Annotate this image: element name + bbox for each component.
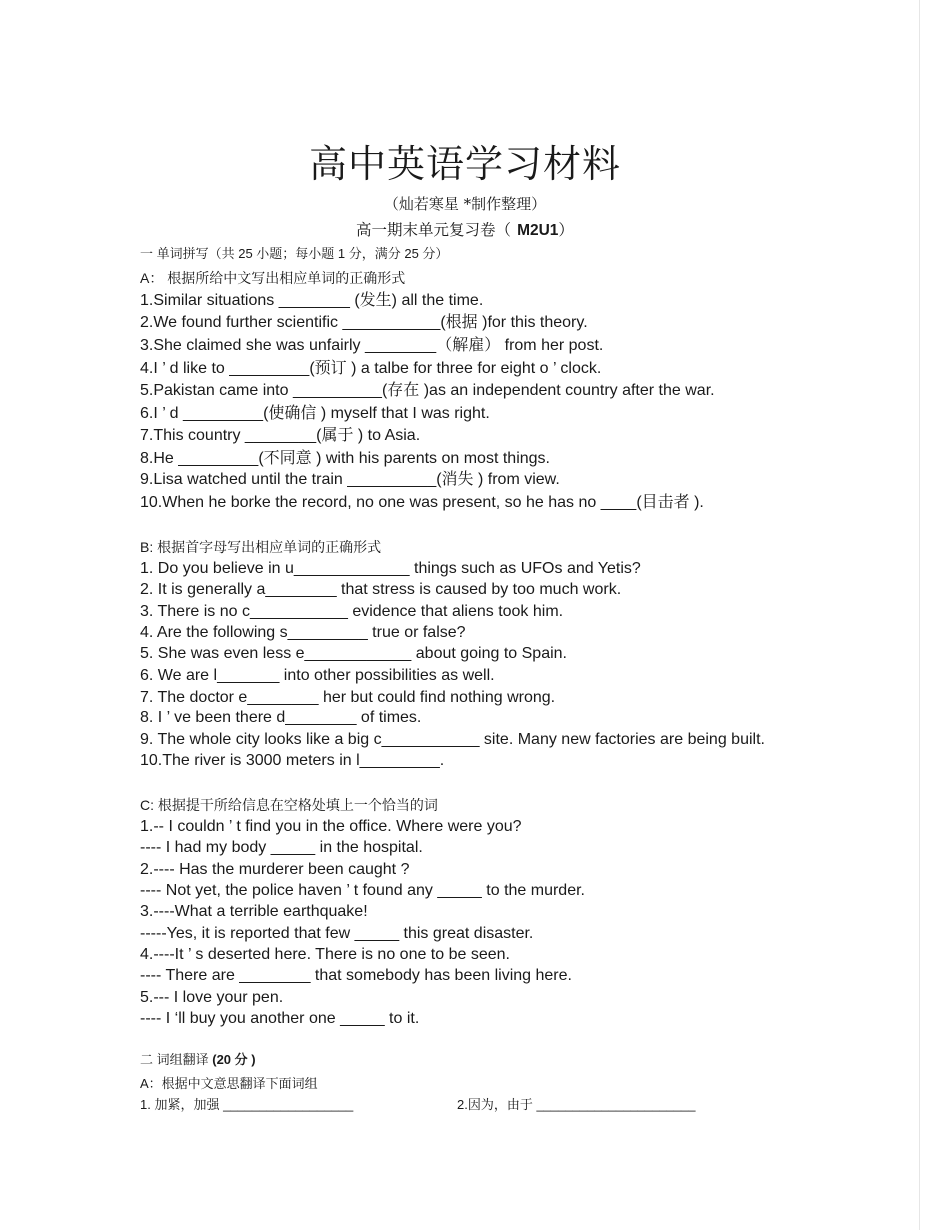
part-a-heading: A： 根据所给中文写出相应单词的正确形式: [140, 270, 406, 286]
part-a-item: 4.I ’ d like to _________(预订 ) a talbe for three for eight o ’ clock.: [140, 360, 602, 377]
part-c-item: ---- Not yet, the police haven ’ t found any _____ to the murder.: [140, 882, 585, 899]
part-a-item: 3.She claimed she was unfairly ________（解雇） from her post.: [140, 337, 604, 354]
part-c-item: ---- I ‘ll buy you another one _____ to it.: [140, 1010, 420, 1027]
part-c-item: 1.-- I couldn ’ t find you in the office. Where were you?: [140, 818, 522, 835]
section1-heading: 一 单词拼写（共 25 小题；每小题 1 分，满分 25 分）: [140, 246, 449, 261]
part-c-item: ---- I had my body _____ in the hospital.: [140, 839, 423, 856]
exam-title-close: ）: [558, 221, 574, 239]
part-c-item: 4.----It ’ s deserted here. There is no one to be seen.: [140, 946, 510, 963]
section2-points: (20 分 ): [212, 1052, 256, 1067]
part-c-item: -----Yes, it is reported that few _____ this great disaster.: [140, 925, 534, 942]
part-c-item: 2.---- Has the murderer been caught ?: [140, 861, 410, 878]
part-b-item: 8. I ’ ve been there d________ of times.: [140, 709, 422, 726]
part-a-item: 6.I ’ d _________(使确信 ) myself that I was right.: [140, 405, 490, 422]
part-b-item: 5. She was even less e____________ about going to Spain.: [140, 645, 567, 662]
section2-heading: [140, 1050, 256, 1070]
part-b-item: 7. The doctor e________ her but could find nothing wrong.: [140, 689, 556, 706]
part-c-item: 5.--- I love your pen.: [140, 989, 284, 1006]
part-b-item: 1. Do you believe in u_____________ things such as UFOs and Yetis?: [140, 560, 641, 577]
part-b-item: 9. The whole city looks like a big c___________ site. Many new factories are being built.: [140, 731, 765, 748]
part-a-item: 9.Lisa watched until the train __________(消失 ) from view.: [140, 471, 560, 488]
part-b-item: 6. We are l_______ into other possibilities as well.: [140, 667, 495, 684]
part-c-heading: C: 根据提干所给信息在空格处填上一个恰当的词: [140, 797, 438, 813]
part-a-item: 5.Pakistan came into __________(存在 )as an independent country after the war.: [140, 382, 715, 399]
exam-code: M2U1: [517, 222, 559, 239]
part-c-item: 3.----What a terrible earthquake!: [140, 903, 368, 920]
part-a-item: 10.When he borke the record, no one was present, so he has no ____(目击者 ).: [140, 494, 704, 511]
part-b-item: 10.The river is 3000 meters in l_________.: [140, 752, 445, 769]
document-title: 高中英语学习材料: [308, 142, 621, 186]
part-b-item: 4. Are the following s_________ true or false?: [140, 624, 466, 641]
exam-title-text: 高一期末单元复习卷（: [356, 221, 512, 239]
part-b-heading: B: 根据首字母写出相应单词的正确形式: [140, 539, 382, 555]
section2-item: 2.因为，由于 ______________________: [457, 1097, 696, 1112]
part-b-item: 2. It is generally a________ that stress is caused by too much work.: [140, 581, 622, 598]
part-a-item: 7.This country ________(属于 ) to Asia.: [140, 427, 421, 444]
part-c-item: ---- There are ________ that somebody has been living here.: [140, 967, 572, 984]
exam-title: [0, 218, 930, 240]
section2-part-a-heading: A：根据中文意思翻译下面词组: [140, 1076, 318, 1091]
part-a-item: 2.We found further scientific ___________(根据 )for this theory.: [140, 314, 588, 331]
part-b-item: 3. There is no c___________ evidence that aliens took him.: [140, 603, 564, 620]
section2-item: 1. 加紧，加强 __________________: [140, 1097, 354, 1112]
part-a-item: 8.He _________(不同意 ) with his parents on most things.: [140, 450, 550, 467]
part-a-item: 1.Similar situations ________ (发生) all the time.: [140, 292, 484, 309]
section2-heading-text: 二 词组翻译: [140, 1052, 213, 1067]
document-subtitle: （灿若寒星 *制作整理）: [383, 195, 547, 213]
